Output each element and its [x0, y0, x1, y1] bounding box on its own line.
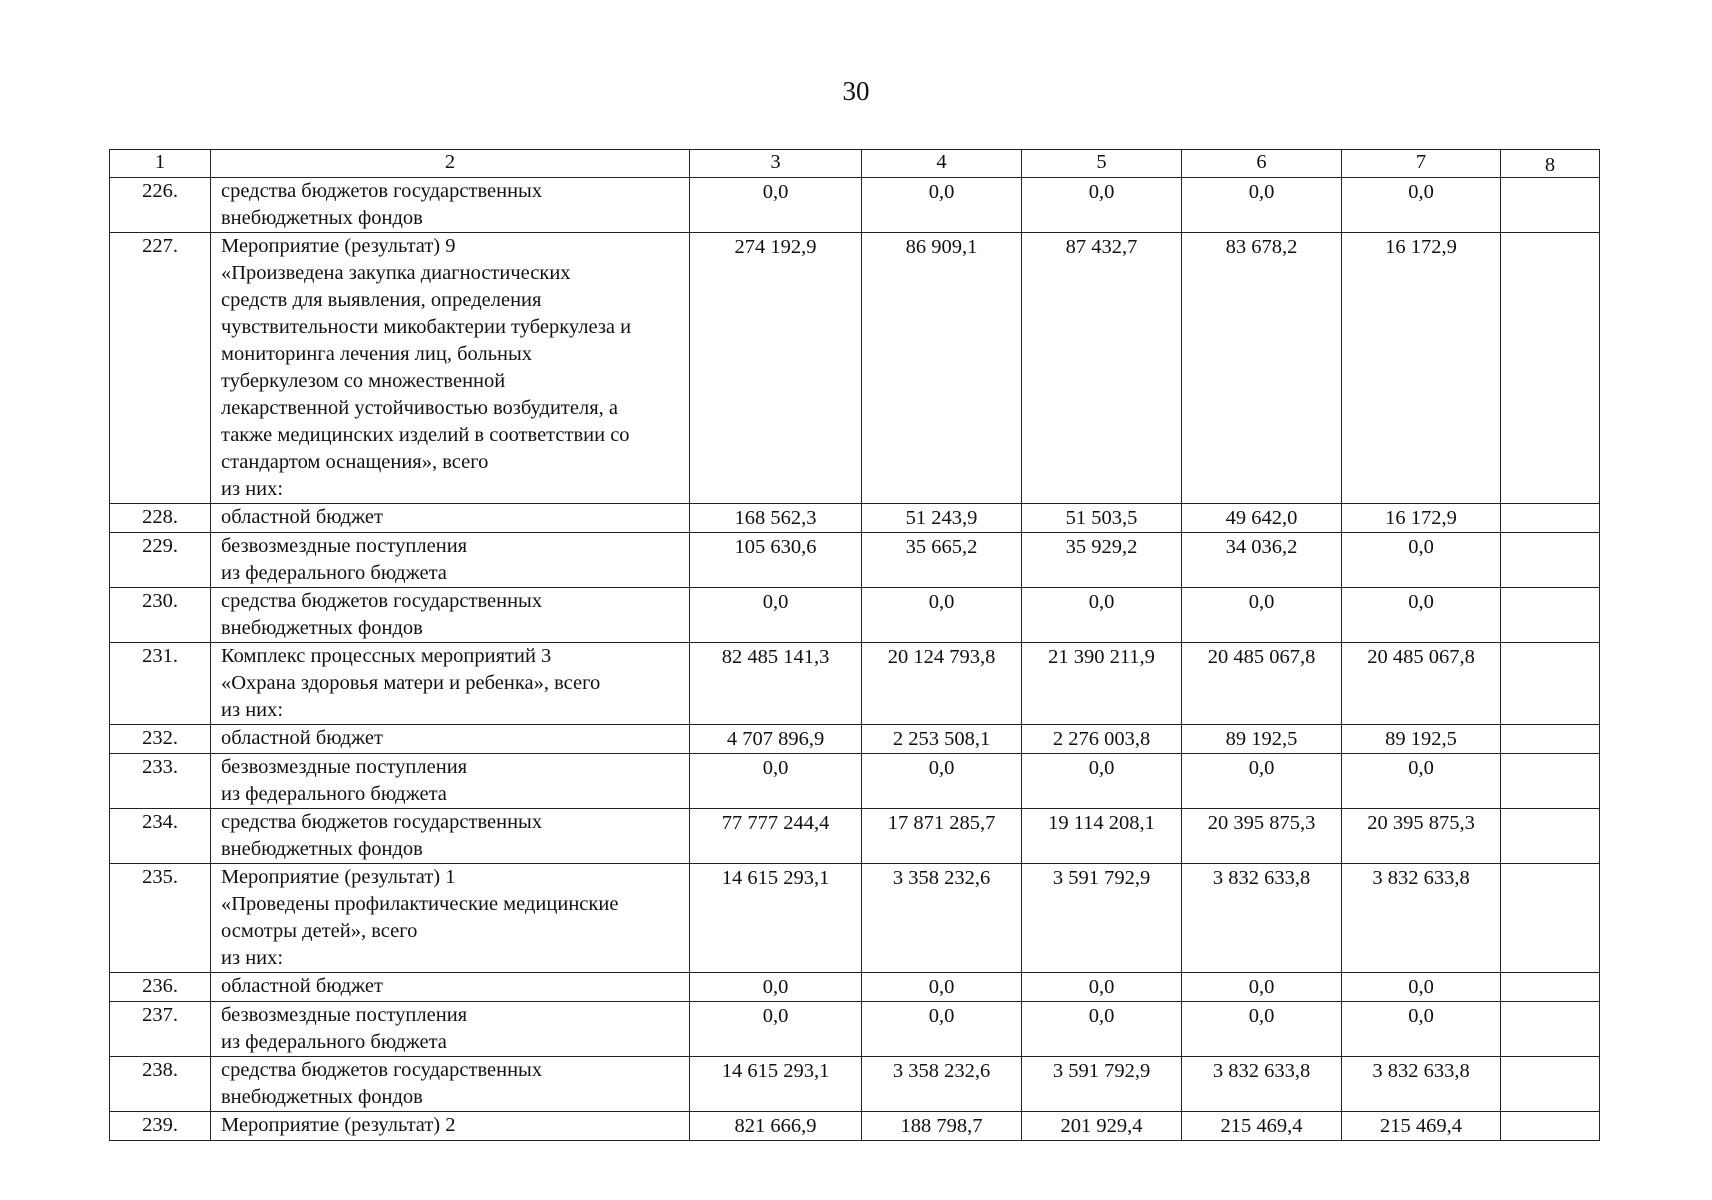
- description-line: из них:: [221, 947, 284, 969]
- description-line: внебюджетных фондов: [221, 207, 423, 229]
- value-col-6: 0,0: [1182, 178, 1342, 233]
- value-col-7: 0,0: [1342, 178, 1501, 233]
- value-col-3: 0,0: [690, 973, 862, 1002]
- row-number: 229.: [110, 533, 211, 588]
- value-col-4: 86 909,1: [862, 233, 1022, 504]
- value-col-4: 3 358 232,6: [862, 864, 1022, 973]
- value-col-8: [1501, 809, 1600, 864]
- value-col-5: 3 591 792,9: [1022, 864, 1182, 973]
- description-line: осмотры детей», всего: [221, 920, 418, 942]
- value-col-5: 87 432,7: [1022, 233, 1182, 504]
- value-col-4: 35 665,2: [862, 533, 1022, 588]
- value-col-6: 3 832 633,8: [1182, 1057, 1342, 1112]
- table-row: [110, 1112, 1600, 1141]
- budget-table: [109, 149, 1600, 1141]
- table-row: [110, 809, 1600, 864]
- value-col-8: [1501, 725, 1600, 754]
- value-col-7: 0,0: [1342, 973, 1501, 1002]
- value-col-4: 0,0: [862, 1002, 1022, 1057]
- value-col-3: 14 615 293,1: [690, 1057, 862, 1112]
- table-row: [110, 233, 1600, 504]
- value-col-6: 83 678,2: [1182, 233, 1342, 504]
- table-row: [110, 588, 1600, 643]
- description-line: внебюджетных фондов: [221, 1086, 423, 1108]
- value-col-8: [1501, 754, 1600, 809]
- row-description: [211, 1112, 690, 1141]
- description-line: внебюджетных фондов: [221, 617, 423, 639]
- row-number: 234.: [110, 809, 211, 864]
- row-number: 237.: [110, 1002, 211, 1057]
- description-line: туберкулезом со множественной: [221, 370, 506, 392]
- row-description: [211, 504, 690, 533]
- row-description: [211, 588, 690, 643]
- row-description: [211, 233, 690, 504]
- value-col-5: 0,0: [1022, 1002, 1182, 1057]
- description-line: из федерального бюджета: [221, 562, 447, 584]
- header-cell-3: 3: [690, 150, 862, 178]
- value-col-4: 3 358 232,6: [862, 1057, 1022, 1112]
- row-number: 230.: [110, 588, 211, 643]
- description-line: лекарственной устойчивостью возбудителя, а: [221, 397, 618, 419]
- row-description: [211, 178, 690, 233]
- value-col-7: 0,0: [1342, 1002, 1501, 1057]
- value-col-8: [1501, 864, 1600, 973]
- page-number: 30: [842, 76, 870, 106]
- value-col-7: 0,0: [1342, 754, 1501, 809]
- value-col-7: 20 395 875,3: [1342, 809, 1501, 864]
- value-col-4: 0,0: [862, 588, 1022, 643]
- description-line: Комплекс процессных мероприятий 3: [221, 645, 552, 667]
- value-col-7: 0,0: [1342, 533, 1501, 588]
- description-line: из них:: [221, 699, 284, 721]
- table-row: [110, 864, 1600, 973]
- description-line: безвозмездные поступления: [221, 535, 468, 557]
- value-col-6: 34 036,2: [1182, 533, 1342, 588]
- value-col-8: [1501, 178, 1600, 233]
- description-line: Мероприятие (результат) 2: [221, 1114, 456, 1136]
- value-col-4: 51 243,9: [862, 504, 1022, 533]
- row-number: 231.: [110, 643, 211, 725]
- value-col-4: 2 253 508,1: [862, 725, 1022, 754]
- row-description: [211, 725, 690, 754]
- description-line: средства бюджетов государственных: [221, 590, 543, 612]
- table-row: [110, 754, 1600, 809]
- row-description: [211, 809, 690, 864]
- value-col-5: 201 929,4: [1022, 1112, 1182, 1141]
- value-col-3: 0,0: [690, 1002, 862, 1057]
- value-col-7: 20 485 067,8: [1342, 643, 1501, 725]
- value-col-7: 89 192,5: [1342, 725, 1501, 754]
- row-description: [211, 1002, 690, 1057]
- row-description: [211, 533, 690, 588]
- value-col-3: 82 485 141,3: [690, 643, 862, 725]
- description-line: Мероприятие (результат) 1: [221, 866, 456, 888]
- value-col-6: 0,0: [1182, 754, 1342, 809]
- description-line: стандартом оснащения», всего: [221, 451, 489, 473]
- value-col-7: 16 172,9: [1342, 233, 1501, 504]
- table-row: [110, 643, 1600, 725]
- description-line: средств для выявления, определения: [221, 289, 542, 311]
- description-line: Мероприятие (результат) 9: [221, 235, 456, 257]
- value-col-7: 3 832 633,8: [1342, 1057, 1501, 1112]
- value-col-6: 3 832 633,8: [1182, 864, 1342, 973]
- header-cell-4: 4: [862, 150, 1022, 178]
- description-line: «Охрана здоровья матери и ребенка», всего: [221, 672, 601, 694]
- description-line: безвозмездные поступления: [221, 1004, 468, 1026]
- value-col-3: 274 192,9: [690, 233, 862, 504]
- value-col-3: 168 562,3: [690, 504, 862, 533]
- header-row: [110, 150, 1600, 178]
- description-line: «Произведена закупка диагностических: [221, 262, 571, 284]
- row-number: 232.: [110, 725, 211, 754]
- row-number: 236.: [110, 973, 211, 1002]
- table-row: [110, 533, 1600, 588]
- value-col-3: 0,0: [690, 178, 862, 233]
- value-col-5: 0,0: [1022, 754, 1182, 809]
- table-body: [110, 150, 1600, 1141]
- value-col-3: 0,0: [690, 754, 862, 809]
- row-number: 235.: [110, 864, 211, 973]
- value-col-6: 0,0: [1182, 588, 1342, 643]
- header-cell-1: 1: [110, 150, 211, 178]
- header-cell-8: 8: [1501, 150, 1600, 178]
- row-description: [211, 864, 690, 973]
- value-col-4: 20 124 793,8: [862, 643, 1022, 725]
- value-col-8: [1501, 643, 1600, 725]
- header-cell-6: 6: [1182, 150, 1342, 178]
- description-line: средства бюджетов государственных: [221, 180, 543, 202]
- value-col-4: 188 798,7: [862, 1112, 1022, 1141]
- description-line: «Проведены профилактические медицинские: [221, 893, 619, 915]
- value-col-5: 35 929,2: [1022, 533, 1182, 588]
- value-col-4: 0,0: [862, 178, 1022, 233]
- description-line: средства бюджетов государственных: [221, 1059, 543, 1081]
- header-cell-7: 7: [1342, 150, 1501, 178]
- row-number: 233.: [110, 754, 211, 809]
- header-cell-5: 5: [1022, 150, 1182, 178]
- value-col-5: 0,0: [1022, 588, 1182, 643]
- row-description: [211, 1057, 690, 1112]
- value-col-3: 14 615 293,1: [690, 864, 862, 973]
- value-col-7: 215 469,4: [1342, 1112, 1501, 1141]
- value-col-5: 19 114 208,1: [1022, 809, 1182, 864]
- description-line: мониторинга лечения лиц, больных: [221, 343, 533, 365]
- value-col-8: [1501, 1057, 1600, 1112]
- value-col-8: [1501, 533, 1600, 588]
- value-col-4: 0,0: [862, 973, 1022, 1002]
- value-col-7: 0,0: [1342, 588, 1501, 643]
- row-number: 226.: [110, 178, 211, 233]
- value-col-7: 3 832 633,8: [1342, 864, 1501, 973]
- table-row: [110, 504, 1600, 533]
- value-col-5: 2 276 003,8: [1022, 725, 1182, 754]
- value-col-6: 20 485 067,8: [1182, 643, 1342, 725]
- value-col-5: 3 591 792,9: [1022, 1057, 1182, 1112]
- description-line: средства бюджетов государственных: [221, 811, 543, 833]
- description-line: из федерального бюджета: [221, 783, 447, 805]
- value-col-8: [1501, 233, 1600, 504]
- value-col-6: 0,0: [1182, 973, 1342, 1002]
- row-number: 228.: [110, 504, 211, 533]
- value-col-4: 17 871 285,7: [862, 809, 1022, 864]
- description-line: областной бюджет: [221, 727, 383, 749]
- row-description: [211, 643, 690, 725]
- value-col-5: 0,0: [1022, 178, 1182, 233]
- table-row: [110, 1057, 1600, 1112]
- description-line: внебюджетных фондов: [221, 838, 423, 860]
- description-line: чувствительности микобактерии туберкулеза и: [221, 316, 632, 338]
- description-line: также медицинских изделий в соответствии со: [221, 424, 630, 446]
- table-row: [110, 178, 1600, 233]
- value-col-5: 0,0: [1022, 973, 1182, 1002]
- table-row: [110, 1002, 1600, 1057]
- value-col-5: 51 503,5: [1022, 504, 1182, 533]
- value-col-6: 20 395 875,3: [1182, 809, 1342, 864]
- value-col-5: 21 390 211,9: [1022, 643, 1182, 725]
- description-line: областной бюджет: [221, 975, 383, 997]
- value-col-4: 0,0: [862, 754, 1022, 809]
- row-number: 227.: [110, 233, 211, 504]
- value-col-6: 89 192,5: [1182, 725, 1342, 754]
- description-line: из федерального бюджета: [221, 1031, 447, 1053]
- value-col-3: 0,0: [690, 588, 862, 643]
- row-description: [211, 754, 690, 809]
- value-col-6: 215 469,4: [1182, 1112, 1342, 1141]
- value-col-6: 49 642,0: [1182, 504, 1342, 533]
- row-number: 239.: [110, 1112, 211, 1141]
- value-col-8: [1501, 973, 1600, 1002]
- table-row: [110, 725, 1600, 754]
- value-col-3: 77 777 244,4: [690, 809, 862, 864]
- value-col-3: 821 666,9: [690, 1112, 862, 1141]
- description-line: безвозмездные поступления: [221, 756, 468, 778]
- value-col-8: [1501, 1112, 1600, 1141]
- value-col-6: 0,0: [1182, 1002, 1342, 1057]
- value-col-8: [1501, 504, 1600, 533]
- value-col-7: 16 172,9: [1342, 504, 1501, 533]
- description-line: областной бюджет: [221, 506, 383, 528]
- row-number: 238.: [110, 1057, 211, 1112]
- value-col-3: 4 707 896,9: [690, 725, 862, 754]
- value-col-8: [1501, 1002, 1600, 1057]
- description-line: из них:: [221, 478, 284, 500]
- value-col-8: [1501, 588, 1600, 643]
- row-description: [211, 973, 690, 1002]
- value-col-3: 105 630,6: [690, 533, 862, 588]
- table-row: [110, 973, 1600, 1002]
- header-cell-2: 2: [211, 150, 690, 178]
